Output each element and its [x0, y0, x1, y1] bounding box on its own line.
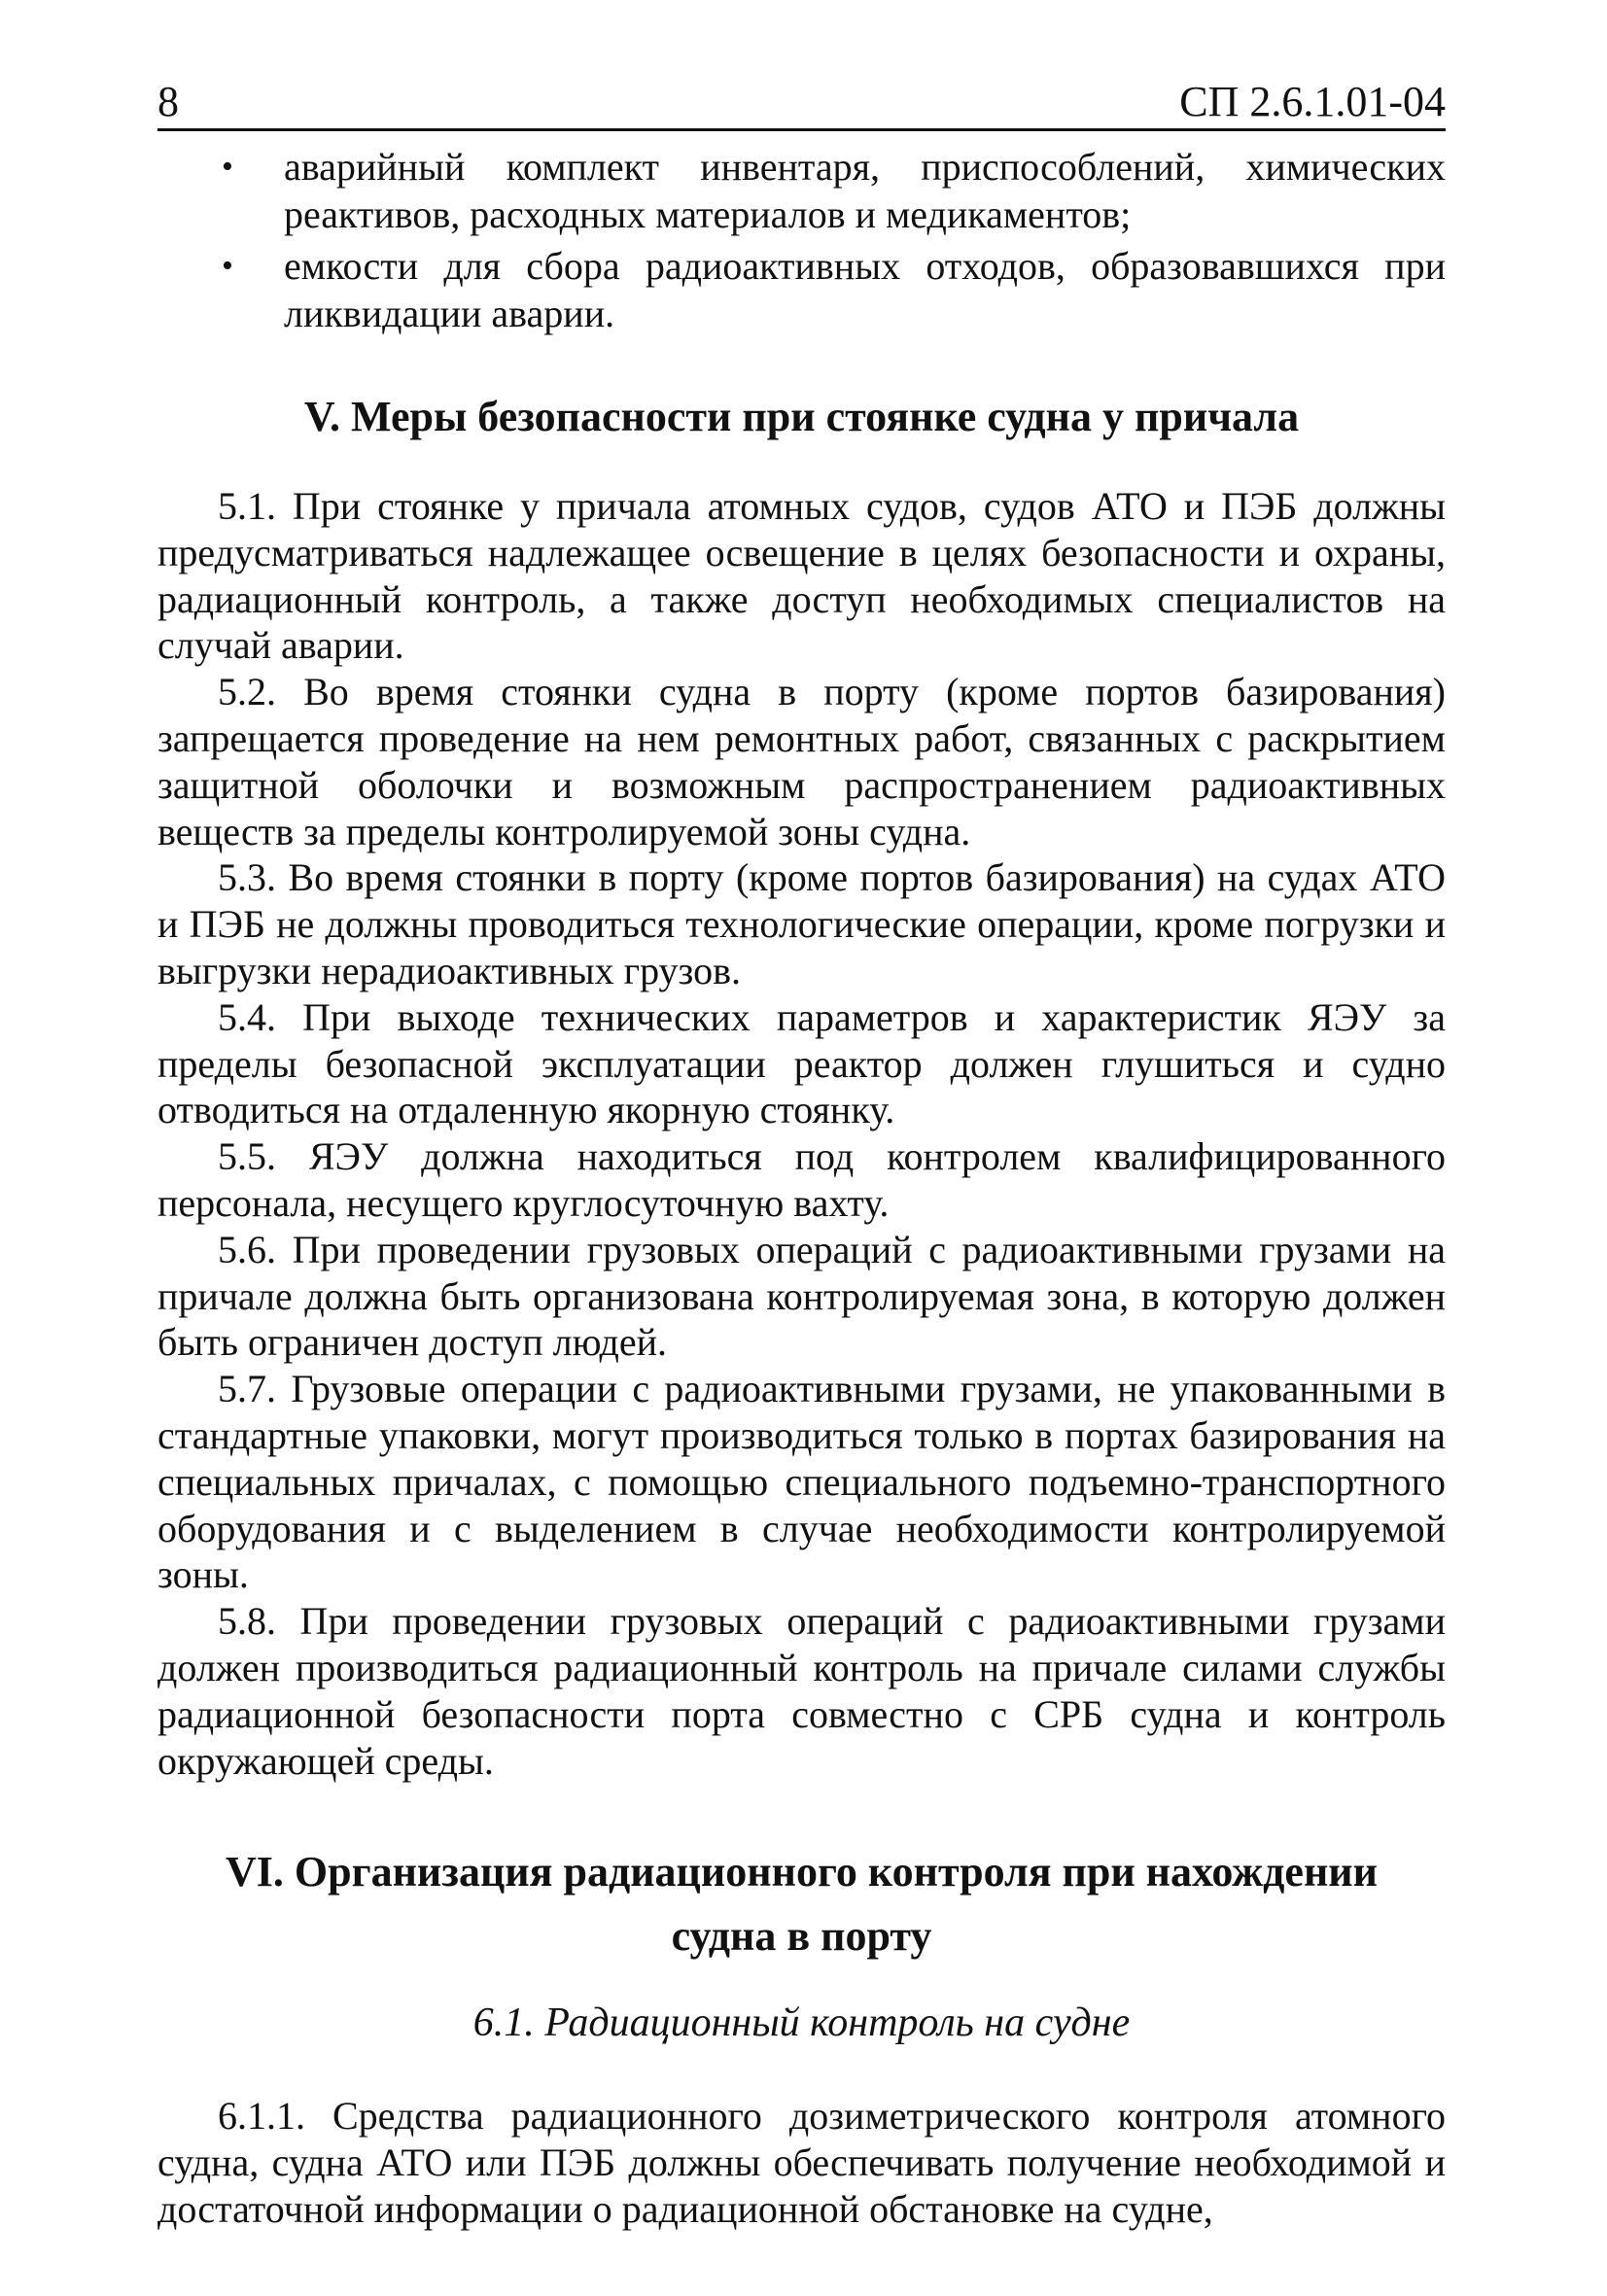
section-6-title: [157, 1840, 1446, 1968]
bullet-icon: •: [222, 248, 233, 284]
paragraph-6-1-1: 6.1.1. Средства радиационного дозиметрического контроля атомного судна, судна АТО или ПЭБ должны обеспечивать получение необходимой и достаточной информации о радиационной обстановке на судне,: [157, 2094, 1446, 2231]
section-6-title-line-2: судна в порту: [671, 1912, 932, 1961]
paragraph-5-6: 5.6. При проведении грузовых операций с радиоактивными грузами на причале должна быть организована контролируемая зона, в которую должен быть ограничен доступ людей.: [157, 1227, 1446, 1365]
section-6-title-line-1: VI. Организация радиационного контроля при нахождении: [226, 1848, 1378, 1896]
bullet-list: [157, 143, 1446, 337]
bullet-icon: •: [222, 149, 233, 185]
paragraph-5-4: 5.4. При выходе технических параметров и характеристик ЯЭУ за пределы безопасной эксплуатации реактор должен глушиться и судно отводиться на отдаленную якорную стоянку.: [157, 994, 1446, 1132]
list-item-text: емкости для сбора радиоактивных отходов, образовавшихся при ликвидации аварии.: [284, 244, 1446, 335]
section-5-body: [157, 483, 1446, 1784]
paragraph-5-7: 5.7. Грузовые операции с радиоактивными грузами, не упакованными в стандартные упаковки, могут производиться только в портах базирования на специальных причалах, с помощью специального подъемно-транспортного оборудования и с выделением в случае необходимости контролируемой зоны.: [157, 1367, 1446, 1597]
list-item-text: аварийный комплект инвентаря, приспособлений, химических реактивов, расходных материалов и медикаментов;: [284, 145, 1446, 236]
page-number: 8: [157, 78, 179, 125]
list-item: [157, 242, 1446, 337]
paragraph-5-5: 5.5. ЯЭУ должна находиться под контролем квалифицированного персонала, несущего круглосуточную вахту.: [157, 1134, 1446, 1225]
paragraph-5-8: 5.8. При проведении грузовых операций с радиоактивными грузами должен производиться радиационный контроль на причале силами службы радиационной безопасности порта совместно с СРБ судна и контроль окружающей среды.: [157, 1599, 1446, 1783]
section-6-body: [157, 2093, 1446, 2232]
document-code: СП 2.6.1.01-04: [1179, 78, 1446, 125]
running-header: [157, 78, 1446, 131]
list-item: [157, 143, 1446, 238]
paragraph-5-3: 5.3. Во время стоянки в порту (кроме портов базирования) на судах АТО и ПЭБ не должны проводиться технологические операции, кроме погрузки и выгрузки нерадиоактивных грузов.: [157, 855, 1446, 992]
document-page: [157, 78, 1446, 2233]
section-5-title: V. Меры безопасности при стоянке судна у причала: [303, 393, 1300, 440]
subsection-6-1-title: 6.1. Радиационный контроль на судне: [472, 2000, 1131, 2046]
paragraph-5-1: 5.1. При стоянке у причала атомных судов, судов АТО и ПЭБ должны предусматриваться надлежащее освещение в целях безопасности и охраны, радиационный контроль, а также доступ необходимых специалистов на случай аварии.: [157, 484, 1446, 668]
paragraph-5-2: 5.2. Во время стоянки судна в порту (кроме портов базирования) запрещается проведение на нем ремонтных работ, связанных с раскрытием защитной оболочки и возможным распространением радиоактивных веществ за пределы контролируемой зоны судна.: [157, 670, 1446, 853]
